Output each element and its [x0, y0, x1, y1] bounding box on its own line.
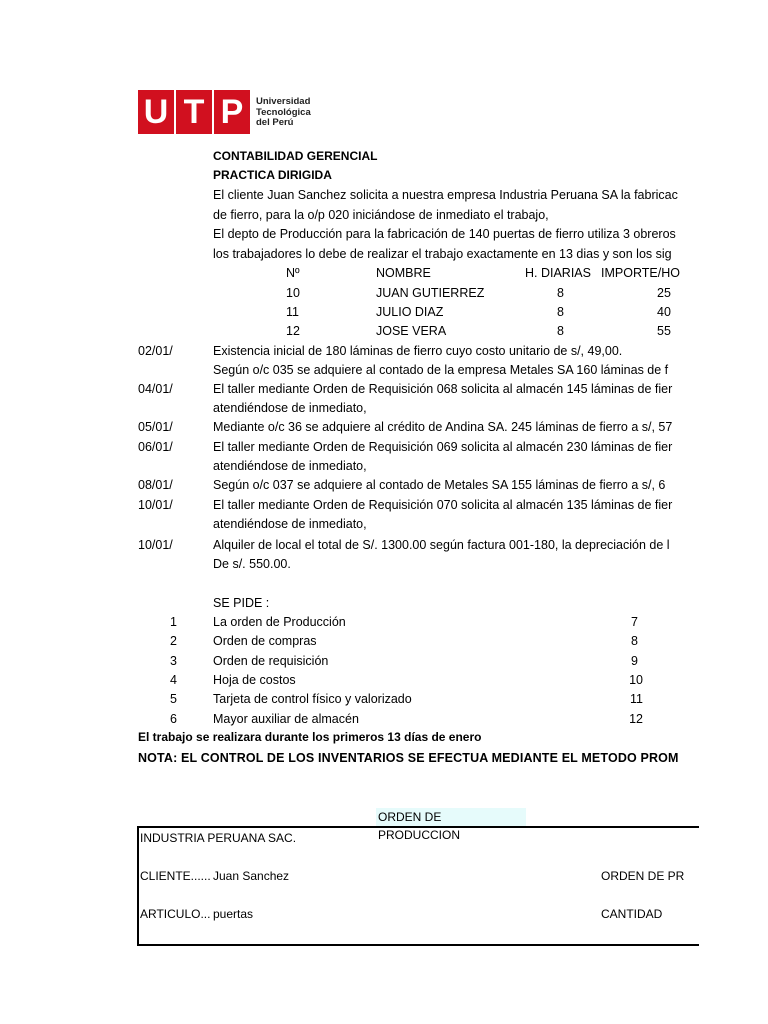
transaction-text: Existencia inicial de 180 láminas de fierro cuyo costo unitario de s/, 49,00. [213, 344, 623, 358]
se-pide-page: 7 [631, 615, 638, 629]
cantidad-label: CANTIDAD [601, 907, 663, 921]
worker-amount: 25 [657, 286, 671, 300]
se-pide-number: 1 [170, 615, 177, 629]
se-pide-number: 6 [170, 712, 177, 726]
orden-number-label: ORDEN DE PR [601, 869, 685, 883]
se-pide-label: Orden de compras [213, 634, 317, 648]
se-pide-page: 10 [629, 673, 643, 687]
se-pide-page: 8 [631, 634, 638, 648]
intro-line-1: El cliente Juan Sanchez solicita a nuestra empresa Industria Peruana SA la fabricac [213, 188, 678, 202]
transaction-text: atendiéndose de inmediato, [213, 459, 367, 473]
articulo-value: puertas [213, 907, 254, 921]
logo-line-1: Universidad [256, 96, 311, 107]
transaction-date: 06/01/ [138, 440, 173, 454]
intro-line-2: de fierro, para la o/p 020 iniciándose de inmediato el trabajo, [213, 208, 549, 222]
worker-name: JUAN GUTIERREZ [376, 286, 485, 300]
logo-letter-t: T [176, 90, 212, 134]
se-pide-label: La orden de Producción [213, 615, 346, 629]
transaction-date: 05/01/ [138, 420, 173, 434]
worker-name: JOSE VERA [376, 324, 447, 338]
logo-line-3: del Perú [256, 117, 294, 128]
course-title: CONTABILIDAD GERENCIAL [213, 149, 378, 163]
worker-n: 12 [286, 324, 300, 338]
inventory-note: NOTA: EL CONTROL DE LOS INVENTARIOS SE EFECTUA MEDIANTE EL METODO PROM [138, 751, 679, 765]
transaction-date: 02/01/ [138, 344, 173, 358]
worker-hours: 8 [557, 286, 564, 300]
se-pide-number: 2 [170, 634, 177, 648]
logo-line-2: Tecnológica [256, 106, 311, 118]
transaction-text: Alquiler de local el total de S/. 1300.00 según factura 001-180, la depreciación de l [213, 538, 670, 552]
transaction-date: 04/01/ [138, 382, 173, 396]
intro-line-3: El depto de Producción para la fabricación de 140 puertas de fierro utiliza 3 obreros [213, 227, 676, 241]
worker-hours: 8 [557, 324, 564, 338]
se-pide-label: Mayor auxiliar de almacén [213, 712, 359, 726]
se-pide-label: Orden de requisición [213, 654, 329, 668]
trabajo-note: El trabajo se realizara durante los primeros 13 días de enero [138, 730, 482, 744]
se-pide-page: 11 [630, 692, 643, 706]
se-pide-page: 9 [631, 654, 638, 668]
col-header-n: Nº [286, 266, 300, 280]
worker-hours: 8 [557, 305, 564, 319]
cliente-label: CLIENTE...... [140, 869, 211, 883]
se-pide-label: Tarjeta de control físico y valorizado [213, 692, 412, 706]
logo-letter-p: P [214, 90, 250, 134]
transaction-text: Según o/c 037 se adquiere al contado de Metales SA 155 láminas de fierro a s/, 6 [213, 478, 666, 492]
col-header-name: NOMBRE [376, 266, 431, 280]
transaction-text: Mediante o/c 36 se adquiere al crédito de Andina SA. 245 láminas de fierro a s/, 57 [213, 420, 673, 434]
se-pide-number: 5 [170, 692, 177, 706]
transaction-text: Según o/c 035 se adquiere al contado de la empresa Metales SA 160 láminas de f [213, 363, 669, 377]
logo-letter-u: U [138, 90, 174, 134]
se-pide-label: Hoja de costos [213, 673, 296, 687]
transaction-date: 10/01/ [138, 498, 173, 512]
col-header-amount: IMPORTE/HO [601, 266, 680, 280]
transaction-date: 10/01/ [138, 538, 173, 552]
worker-amount: 40 [657, 305, 671, 319]
transaction-text: De s/. 550.00. [213, 557, 291, 571]
se-pide-title: SE PIDE : [213, 596, 270, 610]
transaction-text: El taller mediante Orden de Requisición 070 solicita al almacén 135 láminas de fier [213, 498, 673, 512]
articulo-label: ARTICULO... [140, 907, 211, 921]
col-header-hours: H. DIARIAS [525, 266, 591, 280]
worker-name: JULIO DIAZ [376, 305, 444, 319]
se-pide-number: 3 [170, 654, 177, 668]
transaction-text: atendiéndose de inmediato, [213, 401, 367, 415]
intro-line-4: los trabajadores lo debe de realizar el trabajo exactamente en 13 dias y son los sig [213, 247, 672, 261]
logo-text [256, 97, 311, 129]
se-pide-page: 12 [629, 712, 643, 726]
transaction-date: 08/01/ [138, 478, 173, 492]
orden-produccion-title: ORDEN DE PRODUCCION [376, 808, 526, 826]
transaction-text: El taller mediante Orden de Requisición 068 solicita al almacén 145 láminas de fier [213, 382, 673, 396]
worker-amount: 55 [657, 324, 671, 338]
practice-title: PRACTICA DIRIGIDA [213, 168, 332, 182]
orden-company: INDUSTRIA PERUANA SAC. [140, 831, 297, 845]
worker-n: 10 [286, 286, 300, 300]
se-pide-number: 4 [170, 673, 177, 687]
transaction-text: atendiéndose de inmediato, [213, 517, 367, 531]
transaction-text: El taller mediante Orden de Requisición 069 solicita al almacén 230 láminas de fier [213, 440, 673, 454]
worker-n: 11 [286, 305, 299, 319]
cliente-value: Juan Sanchez [213, 869, 290, 883]
